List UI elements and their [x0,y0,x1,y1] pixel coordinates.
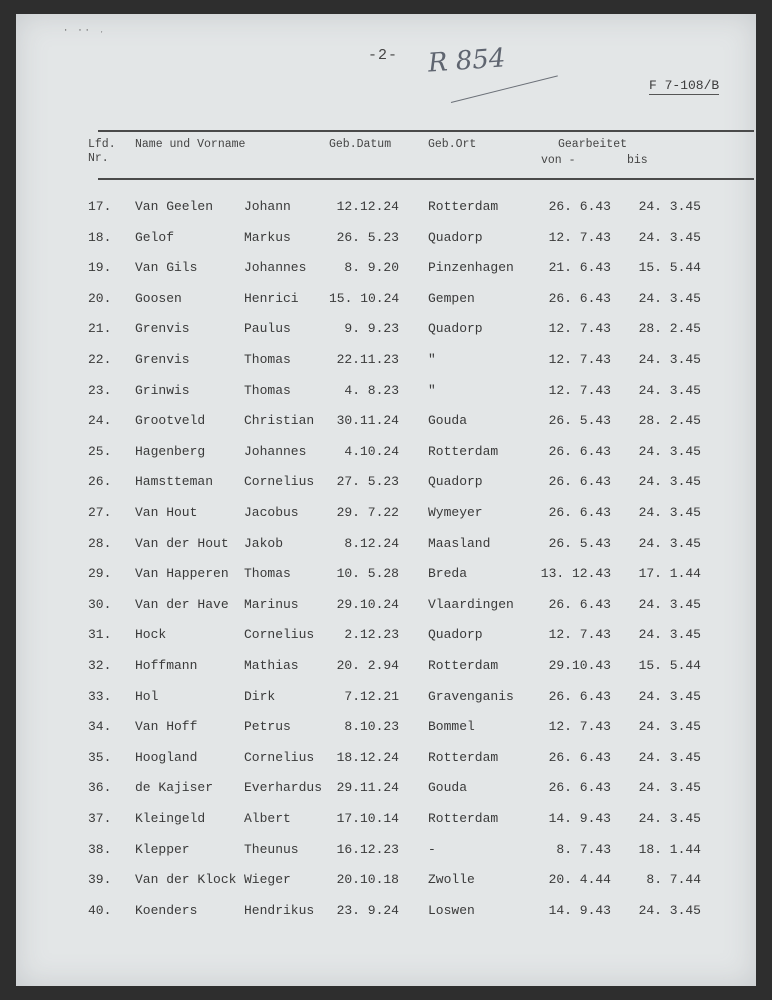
worked-from: 26. 6.43 [548,780,611,796]
surname: Hoffmann [135,658,198,673]
surname: Hol [135,688,159,704]
first-name: Henrici [244,290,299,306]
header-lfd: Lfd. Nr. [88,138,116,165]
table-row [16,352,756,372]
first-name: Thomas [244,382,291,398]
table-row [16,903,756,923]
first-name: Petrus [244,719,291,735]
birth-place: Gouda [428,413,468,429]
first-name: Mathias [244,658,299,673]
first-name: Johannes [244,443,307,459]
table-row [16,750,756,770]
worked-to: 24. 3.45 [638,902,701,918]
handwritten-stroke [451,75,558,103]
first-name: Christian [244,413,315,429]
worked-from: 26. 6.43 [548,596,611,612]
row-number: 34. [88,719,112,735]
first-name: Hendrikus [244,902,315,918]
worked-from: 29.10.43 [548,658,611,673]
worked-to: 15. 5.44 [638,658,701,673]
birth-date: 16.12.23 [336,841,399,857]
surname: Grootveld [135,413,206,429]
row-number: 29. [88,566,112,582]
worked-to: 17. 1.44 [638,566,701,582]
surname: Grenvis [135,321,190,337]
birth-date: 12.12.24 [336,199,399,214]
table-row [16,199,756,219]
birth-date: 2.12.23 [344,627,399,643]
surname: Van Hoff [135,719,198,735]
table-row [16,321,756,341]
row-number: 37. [88,811,112,826]
worked-to: 18. 1.44 [638,841,701,857]
surname: Van Geelen [135,199,214,214]
worked-from: 12. 7.43 [548,321,611,337]
worked-to: 28. 2.45 [638,413,701,429]
birth-place: Bommel [428,719,475,735]
first-name: Wieger [244,872,291,888]
first-name: Cornelius [244,474,315,490]
row-number: 20. [88,290,112,306]
table-row [16,444,756,464]
birth-place: Gravenganis [428,688,514,704]
birth-date: 18.12.24 [336,749,399,765]
header-worked: Gearbeitet [558,138,628,151]
birth-place: Quadorp [428,627,483,643]
birth-date: 7.12.21 [344,688,399,704]
row-number: 23. [88,382,112,398]
surname: Hock [135,627,167,643]
surname: de Kajiser [135,780,214,796]
worked-to: 24. 3.45 [638,382,701,398]
first-name: Johannes [244,260,307,276]
worked-from: 12. 7.43 [548,382,611,398]
table-row [16,505,756,525]
first-name: Thomas [244,352,291,367]
worked-to: 24. 3.45 [638,352,701,367]
first-name: Albert [244,811,291,826]
row-number: 31. [88,627,112,643]
birth-date: 29.10.24 [336,596,399,612]
worked-from: 12. 7.43 [548,627,611,643]
first-name: Markus [244,229,291,245]
birth-date: 27. 5.23 [336,474,399,490]
worked-from: 21. 6.43 [548,260,611,276]
worked-to: 24. 3.45 [638,290,701,306]
row-number: 19. [88,260,112,276]
worked-from: 14. 9.43 [548,811,611,826]
surname: Grenvis [135,352,190,367]
birth-place: Quadorp [428,321,483,337]
table-row [16,383,756,403]
birth-place: Vlaardingen [428,596,514,612]
page-number: -2- [368,47,399,64]
row-number: 17. [88,199,112,214]
table-row [16,230,756,250]
header-rule-top [98,130,754,132]
birth-date: 20.10.18 [336,872,399,888]
birth-date: 23. 9.24 [336,902,399,918]
birth-place: Gempen [428,290,475,306]
row-number: 27. [88,505,112,520]
first-name: Thomas [244,566,291,582]
first-name: Everhardus [244,780,323,796]
worked-to: 24. 3.45 [638,199,701,214]
worked-to: 24. 3.45 [638,229,701,245]
birth-date: 22.11.23 [336,352,399,367]
birth-place: Gouda [428,780,468,796]
worked-to: 24. 3.45 [638,505,701,520]
table-row [16,260,756,280]
worked-from: 20. 4.44 [548,872,611,888]
worked-to: 24. 3.45 [638,749,701,765]
table-row [16,842,756,862]
birth-date: 29.11.24 [336,780,399,796]
surname: Van der Hout [135,535,229,551]
row-number: 38. [88,841,112,857]
worked-from: 14. 9.43 [548,902,611,918]
worked-to: 8. 7.44 [646,872,701,888]
worked-to: 24. 3.45 [638,811,701,826]
row-number: 33. [88,688,112,704]
table-row [16,780,756,800]
birth-date: 10. 5.28 [336,566,399,582]
surname: Hagenberg [135,443,206,459]
worked-to: 24. 3.45 [638,719,701,735]
worked-to: 15. 5.44 [638,260,701,276]
first-name: Jakob [244,535,284,551]
first-name: Cornelius [244,749,315,765]
worked-from: 13. 12.43 [540,566,611,582]
worked-to: 24. 3.45 [638,474,701,490]
table-row [16,474,756,494]
table-row [16,413,756,433]
birth-date: 9. 9.23 [344,321,399,337]
table-row [16,872,756,892]
first-name: Dirk [244,688,276,704]
worked-from: 8. 7.43 [556,841,611,857]
file-reference: F 7-108/B [649,78,720,93]
row-number: 24. [88,413,112,429]
birth-place: Zwolle [428,872,475,888]
row-number: 25. [88,443,112,459]
row-number: 35. [88,749,112,765]
header-birth-date: Geb.Datum [329,138,392,151]
first-name: Cornelius [244,627,315,643]
worked-from: 26. 5.43 [548,413,611,429]
worked-from: 26. 6.43 [548,749,611,765]
birth-place: Loswen [428,902,475,918]
birth-date: 30.11.24 [336,413,399,429]
surname: Van Happeren [135,566,229,582]
surname: Koenders [135,902,198,918]
worked-from: 26. 6.43 [548,443,611,459]
table-row [16,597,756,617]
worked-to: 24. 3.45 [638,535,701,551]
header-name: Name und Vorname [135,138,246,151]
birth-date: 15. 10.24 [329,290,400,306]
surname: Goosen [135,290,182,306]
row-number: 36. [88,780,112,796]
worked-from: 26. 6.43 [548,688,611,704]
first-name: Paulus [244,321,291,337]
birth-date: 26. 5.23 [336,229,399,245]
worked-from: 12. 7.43 [548,352,611,367]
birth-date: 4. 8.23 [344,382,399,398]
worked-from: 26. 6.43 [548,199,611,214]
surname: Grinwis [135,382,190,398]
birth-date: 8.10.23 [344,719,399,735]
header-rule-bottom [98,178,754,180]
birth-place: Rotterdam [428,811,499,826]
birth-place: Quadorp [428,474,483,490]
surname: Hamstteman [135,474,214,490]
first-name: Theunus [244,841,299,857]
worked-to: 28. 2.45 [638,321,701,337]
table-row [16,689,756,709]
table-row [16,536,756,556]
birth-place: Rotterdam [428,749,499,765]
birth-date: 29. 7.22 [336,505,399,520]
birth-place: Wymeyer [428,505,483,520]
row-number: 21. [88,321,112,337]
birth-place: - [428,841,436,857]
birth-place: Pinzenhagen [428,260,514,276]
row-number: 39. [88,872,112,888]
surname: Van Hout [135,505,198,520]
surname: Van der Have [135,596,229,612]
table-row [16,658,756,678]
first-name: Johann [244,199,291,214]
row-number: 30. [88,596,112,612]
header-birth-place: Geb.Ort [428,138,477,151]
surname: Gelof [135,229,175,245]
worked-to: 24. 3.45 [638,596,701,612]
birth-place: Rotterdam [428,658,499,673]
row-number: 18. [88,229,112,245]
document-page [16,14,756,986]
first-name: Marinus [244,596,299,612]
birth-place: " [428,382,436,398]
table-row [16,291,756,311]
worked-from: 26. 6.43 [548,505,611,520]
table-row [16,627,756,647]
first-name: Jacobus [244,505,299,520]
worked-to: 24. 3.45 [638,443,701,459]
header-from: von - [541,154,576,167]
row-number: 40. [88,902,112,918]
birth-place: Breda [428,566,468,582]
birth-place: Rotterdam [428,443,499,459]
worked-to: 24. 3.45 [638,688,701,704]
birth-place: Quadorp [428,229,483,245]
worked-from: 26. 5.43 [548,535,611,551]
surname: Van der Klock [135,872,237,888]
birth-date: 4.10.24 [344,443,399,459]
row-number: 22. [88,352,112,367]
worked-from: 12. 7.43 [548,229,611,245]
table-row [16,719,756,739]
handwritten-note: R 854 [427,43,507,79]
birth-date: 8.12.24 [344,535,399,551]
worked-from: 26. 6.43 [548,290,611,306]
surname: Hoogland [135,749,198,765]
table-row [16,811,756,831]
birth-place: Maasland [428,535,491,551]
row-number: 32. [88,658,112,673]
header-to: bis [627,154,648,167]
worked-from: 12. 7.43 [548,719,611,735]
surname: Kleingeld [135,811,206,826]
paper-mark: ˙ ˙˙ ˑ [62,28,106,42]
surname: Klepper [135,841,190,857]
birth-date: 8. 9.20 [344,260,399,276]
worked-from: 26. 6.43 [548,474,611,490]
birth-place: Rotterdam [428,199,499,214]
surname: Van Gils [135,260,198,276]
birth-date: 20. 2.94 [336,658,399,673]
birth-date: 17.10.14 [336,811,399,826]
row-number: 28. [88,535,112,551]
birth-place: " [428,352,436,367]
worked-to: 24. 3.45 [638,627,701,643]
table-row [16,566,756,586]
row-number: 26. [88,474,112,490]
worked-to: 24. 3.45 [638,780,701,796]
